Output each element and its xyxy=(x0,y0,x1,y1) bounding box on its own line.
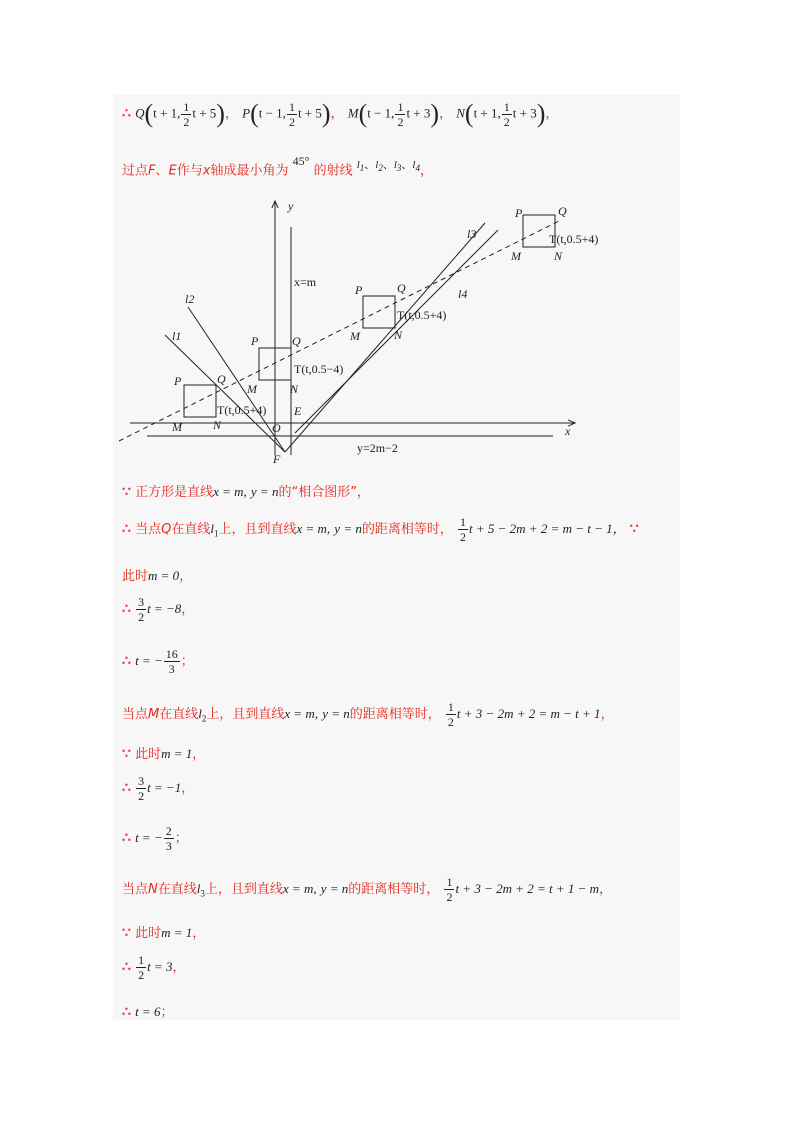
fraction: $\frac{1}{2}$ xyxy=(447,700,454,729)
line-y-label: y=2m−2 xyxy=(357,441,398,455)
line-case-q: ∴ 当点Q在直线$l_1$上，且到直线x = m, y = n的距离相等时， $\frac{1}{2}$ t + 5 − 2m + 2 = m − t − 1， ∵ xyxy=(122,515,639,544)
line-m-eq-1-b: ∵ 此时m = 1， xyxy=(122,925,206,941)
line-x-eq-m-label: x=m xyxy=(294,275,317,289)
ray-l1 xyxy=(165,335,285,452)
ray-l2-label: l2 xyxy=(185,292,195,306)
line-three-halves-t-2: ∴ $\frac{3}{2}$ t = −1， xyxy=(122,774,195,803)
y-axis-label: y xyxy=(288,199,294,213)
sq2-p: P xyxy=(251,334,259,348)
point-e-label: E xyxy=(294,404,302,418)
angle-value: 45° xyxy=(292,154,310,168)
point-f-label: F xyxy=(273,452,281,466)
geometry-diagram xyxy=(113,195,680,475)
sq2-t: T(t,0.5−4) xyxy=(294,362,344,376)
ray-list: l1、l2、l3、l4 xyxy=(356,159,420,174)
sq3-t: T(t,0.5+4) xyxy=(397,308,447,322)
sq3-q: Q xyxy=(397,281,406,295)
therefore-symbol: ∴ xyxy=(122,105,131,122)
ray-l3-label: l3 xyxy=(467,227,477,241)
fraction: $\frac{2}{3}$ xyxy=(165,824,172,853)
sq4-n: N xyxy=(554,249,563,263)
sq4-m: M xyxy=(511,249,521,263)
sq3-n: N xyxy=(394,328,403,342)
sq4-q: Q xyxy=(558,204,567,218)
line-case-n: 当点N在直线$l_3$上，且到直线x = m, y = n的距离相等时， $\frac{1}{2}$ t + 3 − 2m + 2 = t + 1 − m， xyxy=(122,875,613,904)
fraction: $\frac{1}{2}$ xyxy=(183,99,190,129)
ray-l3 xyxy=(285,223,485,452)
line-three-halves-t: ∴ $\frac{3}{2}$ t = −8， xyxy=(122,595,195,624)
dashed-line xyxy=(119,220,561,441)
sq1-n: N xyxy=(213,418,222,432)
origin-label: O xyxy=(272,421,281,435)
fraction: $\frac{16}{3}$ xyxy=(165,647,178,676)
sq3-p: P xyxy=(355,283,363,297)
sq2-m: M xyxy=(247,382,257,396)
line-t-result-1: ∴ t = − $\frac{16}{3}$ ； xyxy=(122,647,194,676)
sq2-n: N xyxy=(290,382,299,396)
fraction: $\frac{1}{2}$ xyxy=(138,953,145,982)
fraction: $\frac{3}{2}$ xyxy=(138,774,145,803)
sq1-t: T(t,0.5+4) xyxy=(217,403,267,417)
point-m-label: M xyxy=(347,105,359,121)
sq1-q: Q xyxy=(217,372,226,386)
point-n-label: N xyxy=(456,105,465,121)
fraction: $\frac{1}{2}$ xyxy=(288,99,295,129)
line-t-result-3: ∴ t = 6； xyxy=(122,1004,174,1020)
sq4-p: P xyxy=(515,206,523,220)
fraction: $\frac{3}{2}$ xyxy=(138,595,145,624)
line-case-m: 当点M在直线$l_2$上，且到直线x = m, y = n的距离相等时， $\frac{1}{2}$ t + 3 − 2m + 2 = m − t + 1， xyxy=(122,700,614,729)
sq1-m: M xyxy=(172,420,182,434)
points-line: ∴ Q(t + 1, $\frac{1}{2}$ t + 5)， P(t − 1, $\frac{1}{2}$ t + 5)， M(t − 1, $\frac{1}{2}$ t + 3)， N(t + 1, $\frac{1}{2}$ t + 3)， xyxy=(122,99,559,129)
sq4-t: T(t,0.5+4) xyxy=(549,232,599,246)
fraction: $\frac{1}{2}$ xyxy=(460,515,466,544)
square-3 xyxy=(363,296,395,328)
sq1-p: P xyxy=(174,374,182,388)
sq2-q: Q xyxy=(292,334,301,348)
fraction: $\frac{1}{2}$ xyxy=(446,875,453,904)
ray-l4-label: l4 xyxy=(458,287,468,301)
line-t-result-2: ∴ t = − $\frac{2}{3}$ ； xyxy=(122,824,188,853)
fraction: $\frac{1}{2}$ xyxy=(503,99,510,129)
x-axis-label: x xyxy=(565,424,571,438)
fraction: $\frac{1}{2}$ xyxy=(397,99,404,129)
line-half-t: ∴ $\frac{1}{2}$ t = 3， xyxy=(122,953,186,982)
line-m-eq-0: 此时m = 0， xyxy=(122,568,193,584)
line-m-eq-1-a: ∵ 此时m = 1， xyxy=(122,746,206,762)
point-q-label: Q xyxy=(135,105,145,121)
ray-l1-label: l1 xyxy=(172,329,182,343)
sq3-m: M xyxy=(350,329,360,343)
point-p-label: P xyxy=(242,105,251,121)
rays-line: 过点F、E作与x轴成最小角为 $^{45^\circ}$ 的射线 $^{l_1、l_2、l_3、l_4}$， xyxy=(122,154,433,179)
line-because-square: ∵ 正方形是直线x = m, y = n的“相合图形”， xyxy=(122,484,370,500)
